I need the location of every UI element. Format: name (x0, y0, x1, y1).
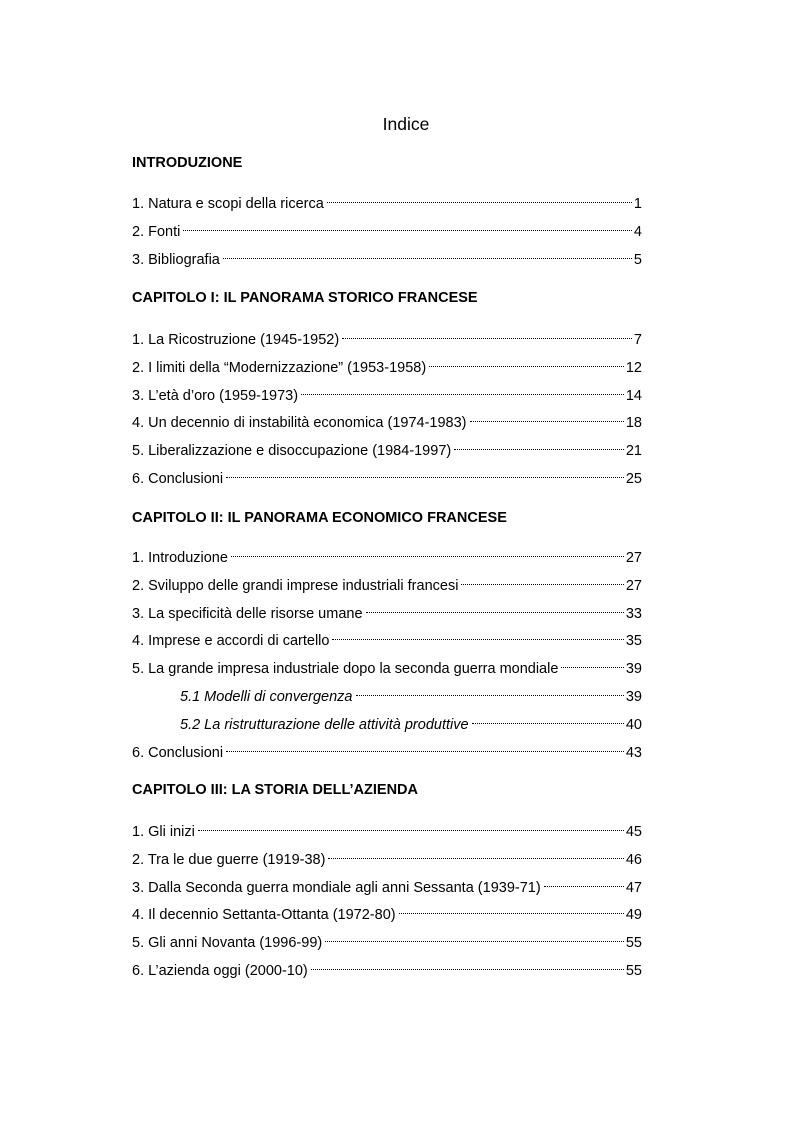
toc-entry (132, 463, 642, 491)
entry-label: 3. Dalla Seconda guerra mondiale agli anni Sessanta (1939-71) (132, 879, 541, 896)
toc-entry (132, 216, 642, 244)
entry-page-number: 35 (625, 633, 642, 650)
entry-list (132, 324, 642, 491)
entry-page-number: 27 (625, 550, 642, 566)
toc-entry (132, 816, 642, 844)
entry-page-number: 25 (625, 470, 642, 487)
entry-label: 1. Natura e scopi della ricerca (132, 196, 324, 212)
toc-section (132, 780, 642, 983)
dot-leader (332, 625, 623, 645)
toc-entry (132, 872, 642, 900)
entry-page-number: 12 (625, 359, 642, 376)
toc-entry (132, 653, 642, 681)
dot-leader (461, 570, 623, 590)
toc-section (132, 508, 642, 764)
dot-leader (226, 737, 624, 757)
entry-label: 2. Sviluppo delle grandi imprese industriali francesi (132, 577, 459, 594)
dot-leader (183, 216, 632, 236)
entry-page-number: 7 (633, 332, 642, 348)
entry-page-number: 43 (625, 744, 642, 761)
dot-leader (226, 463, 624, 483)
entry-page-number: 47 (625, 879, 642, 896)
entry-page-number: 1 (633, 196, 642, 212)
entry-label: 5. Liberalizzazione e disoccupazione (1984-1997) (132, 443, 452, 460)
dot-leader (231, 542, 624, 562)
entry-label: 4. Un decennio di instabilità economica (1974-1983) (132, 415, 467, 432)
entry-label: 1. Gli inizi (132, 824, 195, 840)
toc-subentry (132, 709, 642, 737)
toc-entry (132, 844, 642, 872)
entry-page-number: 55 (625, 935, 642, 952)
entry-page-number: 45 (625, 824, 642, 840)
dot-leader (342, 324, 632, 344)
entry-page-number: 5 (633, 251, 642, 268)
dot-leader (325, 927, 624, 947)
dot-leader (454, 435, 624, 455)
entry-label: 3. La specificità delle risorse umane (132, 605, 363, 622)
toc-entry (132, 899, 642, 927)
entry-page-number: 21 (625, 443, 642, 460)
toc-entry (132, 955, 642, 983)
toc-entry (132, 570, 642, 598)
entry-page-number: 14 (625, 387, 642, 404)
entry-label: 4. Imprese e accordi di cartello (132, 633, 330, 650)
entry-label: 6. Conclusioni (132, 470, 224, 487)
entry-label: 1. La Ricostruzione (1945-1952) (132, 332, 340, 348)
entry-label: 3. L’età d’oro (1959-1973) (132, 387, 299, 404)
section-heading: CAPITOLO I: IL PANORAMA STORICO FRANCESE (132, 290, 478, 306)
section-heading: CAPITOLO III: LA STORIA DELL’AZIENDA (132, 782, 418, 798)
entry-page-number: 33 (625, 605, 642, 622)
entry-page-number: 4 (633, 223, 642, 240)
toc-entry (132, 407, 642, 435)
entry-list (132, 542, 642, 764)
entry-page-number: 49 (625, 907, 642, 924)
dot-leader (472, 709, 624, 729)
entry-page-number: 55 (625, 962, 642, 979)
entry-label: 3. Bibliografia (132, 251, 220, 268)
entry-page-number: 46 (625, 851, 642, 868)
toc-entry (132, 324, 642, 352)
entry-label: 2. I limiti della “Modernizzazione” (1953-1958) (132, 359, 427, 376)
dot-leader (356, 681, 624, 701)
entry-label: 2. Fonti (132, 223, 181, 240)
toc-section (132, 288, 642, 491)
entry-label: 5.1 Modelli di convergenza (180, 688, 353, 705)
dot-leader (429, 352, 624, 372)
toc-section (132, 153, 642, 271)
entry-list (132, 816, 642, 983)
entry-list (132, 188, 642, 271)
dot-leader (327, 188, 632, 208)
entry-page-number: 27 (625, 577, 642, 594)
entry-label: 4. Il decennio Settanta-Ottanta (1972-80) (132, 907, 396, 924)
dot-leader (470, 407, 624, 427)
entry-page-number: 40 (625, 716, 642, 733)
toc-entry (132, 435, 642, 463)
dot-leader (223, 244, 632, 264)
section-heading: CAPITOLO II: IL PANORAMA ECONOMICO FRANCESE (132, 510, 507, 526)
entry-label: 2. Tra le due guerre (1919-38) (132, 851, 326, 868)
dot-leader (301, 380, 624, 400)
toc-entry (132, 598, 642, 626)
toc-entry (132, 244, 642, 272)
entry-label: 6. L’azienda oggi (2000-10) (132, 962, 308, 979)
entry-label: 6. Conclusioni (132, 744, 224, 761)
section-heading: INTRODUZIONE (132, 155, 243, 171)
dot-leader (328, 844, 623, 864)
toc-entry (132, 352, 642, 380)
dot-leader (544, 872, 624, 892)
entry-label: 5.2 La ristrutturazione delle attività produttive (180, 716, 469, 733)
toc-entry (132, 625, 642, 653)
page-title: Indice (382, 114, 430, 134)
toc-entry (132, 542, 642, 570)
dot-leader (561, 653, 623, 673)
dot-leader (399, 899, 624, 919)
toc-entry (132, 380, 642, 408)
dot-leader (198, 816, 624, 836)
toc-subentry (132, 681, 642, 709)
toc-entry (132, 188, 642, 216)
entry-page-number: 18 (625, 415, 642, 432)
entry-label: 1. Introduzione (132, 550, 228, 566)
dot-leader (366, 598, 624, 618)
entry-page-number: 39 (625, 688, 642, 705)
entry-label: 5. Gli anni Novanta (1996-99) (132, 935, 323, 952)
entry-label: 5. La grande impresa industriale dopo la seconda guerra mondiale (132, 661, 559, 678)
toc-entry (132, 927, 642, 955)
dot-leader (311, 955, 624, 975)
toc-entry (132, 737, 642, 765)
entry-page-number: 39 (625, 661, 642, 678)
